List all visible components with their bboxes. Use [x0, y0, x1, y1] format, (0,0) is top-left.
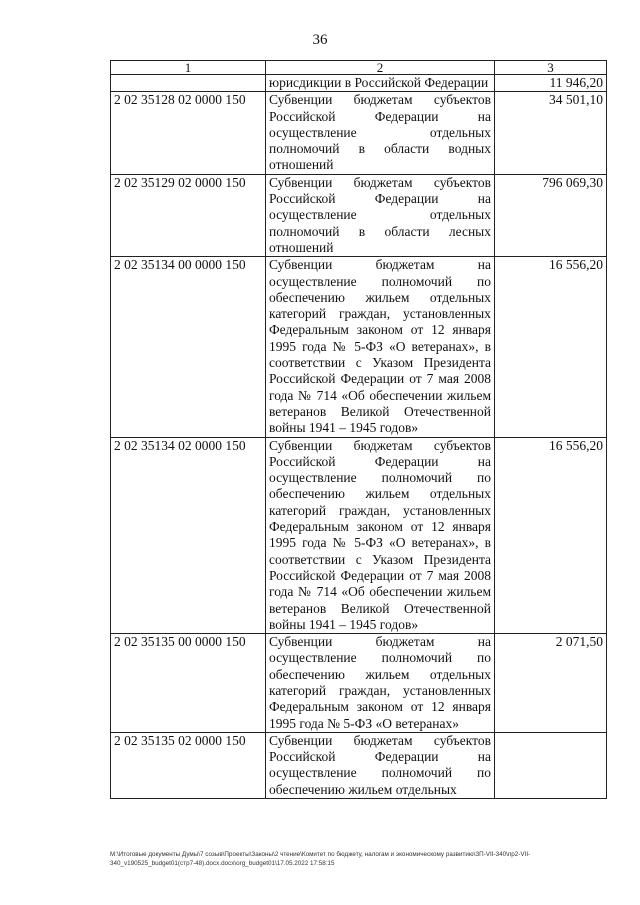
- budget-code: [111, 75, 266, 92]
- budget-description: Субвенции бюджетам на осуществление полномочий по обеспечению жильем отдельных категорий граждан, установленных Федеральным законом от 12 января 1995 года № 5-ФЗ «О ветеранах», в соответствии с Указом Президента Российской Федерации от 7 мая 2008 года № 714 «Об обеспечении жильем ветеранов Великой Отечественной войны 1941 – 1945 годов»: [266, 257, 495, 437]
- budget-code: 2 02 35134 02 0000 150: [111, 437, 266, 634]
- table-header-row: [111, 61, 607, 75]
- column-header-1: 1: [111, 61, 266, 75]
- budget-sum: 2 071,50: [495, 634, 607, 733]
- budget-sum: 16 556,20: [495, 257, 607, 437]
- budget-code: 2 02 35129 02 0000 150: [111, 174, 266, 256]
- budget-sum: 11 946,20: [495, 75, 607, 92]
- budget-code: 2 02 35135 02 0000 150: [111, 732, 266, 798]
- file-path-footer: М:\Итоговые документы Думы\7 созыв\Проекты\Законы\2 чтение\Комитет по бюджету, налогам и экономическому развитию\ЗП-VII-340\пр2-VII-340_v190525_budget01(стр7-48).docx.docx\org_budget01\17.05.2022 17:58:15: [110, 851, 531, 867]
- budget-sum: 796 069,30: [495, 174, 607, 256]
- page-number: 36: [312, 32, 328, 48]
- budget-table: [110, 60, 607, 799]
- table-row: [111, 174, 607, 256]
- budget-description: Субвенции бюджетам субъектов Российской Федерации на осуществление полномочий по обеспечению жильем отдельных: [266, 732, 495, 798]
- budget-sum: 34 501,10: [495, 92, 607, 174]
- column-header-3: 3: [495, 61, 607, 75]
- table-row: [111, 257, 607, 437]
- table-row: [111, 92, 607, 174]
- budget-description: юрисдикции в Российской Федерации: [266, 75, 495, 92]
- table-row: [111, 437, 607, 634]
- table-row: [111, 75, 607, 92]
- budget-description: Субвенции бюджетам на осуществление полномочий по обеспечению жильем отдельных категорий граждан, установленных Федеральным законом от 12 января 1995 года № 5-ФЗ «О ветеранах»: [266, 634, 495, 733]
- budget-description: Субвенции бюджетам субъектов Российской Федерации на осуществление полномочий по обеспечению жильем отдельных категорий граждан, установленных Федеральным законом от 12 января 1995 года № 5-ФЗ «О ветеранах», в соответствии с Указом Президента Российской Федерации от 7 мая 2008 года № 714 «Об обеспечении жильем ветеранов Великой Отечественной войны 1941 – 1945 годов»: [266, 437, 495, 634]
- budget-description: Субвенции бюджетам субъектов Российской Федерации на осуществление отдельных полномочий в области лесных отношений: [266, 174, 495, 256]
- column-header-2: 2: [266, 61, 495, 75]
- budget-sum: [495, 732, 607, 798]
- budget-code: 2 02 35135 00 0000 150: [111, 634, 266, 733]
- budget-code: 2 02 35134 00 0000 150: [111, 257, 266, 437]
- table-row: [111, 732, 607, 798]
- table-row: [111, 634, 607, 733]
- budget-sum: 16 556,20: [495, 437, 607, 634]
- budget-description: Субвенции бюджетам субъектов Российской Федерации на осуществление отдельных полномочий в области водных отношений: [266, 92, 495, 174]
- budget-code: 2 02 35128 02 0000 150: [111, 92, 266, 174]
